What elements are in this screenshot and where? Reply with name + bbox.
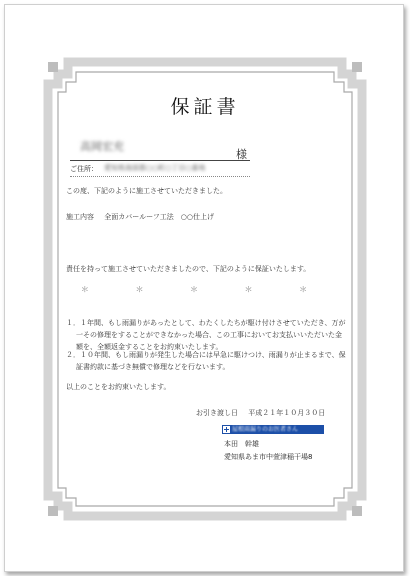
- clause-2: ２．１０年間、もし雨漏りが発生した場合には早急に駆けつけ、雨漏りが止まるまで、保証書約款に基づき無償で修理などを行ないます。: [66, 351, 346, 371]
- recipient-line: [70, 138, 250, 161]
- intro-text: この度、下記のように施工させていただきました。: [66, 187, 227, 195]
- work-content-row: [66, 212, 214, 222]
- work-label: 施工内容: [66, 213, 94, 221]
- issue-date-row: [196, 408, 325, 418]
- corner-bottom-right: [352, 506, 362, 516]
- closing-text: 以上のことをお約束いたします。: [66, 383, 171, 391]
- company-logo-banner: [222, 425, 324, 434]
- certificate-title: 保証書: [170, 96, 240, 118]
- address-label: ご住所：: [70, 165, 98, 173]
- separator-stars: ＊ ＊ ＊ ＊ ＊: [80, 285, 330, 294]
- corner-top-right: [352, 62, 362, 72]
- guarantee-statement: 責任を持って施工させていただきましたので、下記のように保証いたします。: [66, 265, 311, 273]
- address-line: [70, 162, 250, 177]
- work-value: 全面カバールーフ工法 ○○仕上げ: [104, 213, 214, 221]
- issue-label: お引き渡し日: [196, 409, 238, 417]
- company-address: 愛知県あま市中萱津稲干場8: [224, 453, 313, 461]
- honorific: 様: [236, 148, 247, 161]
- corner-bottom-left: [48, 506, 58, 516]
- corner-top-left: [48, 62, 58, 72]
- company-name: 屋根雨漏りのお医者さん: [232, 426, 299, 433]
- cross-icon: [223, 426, 230, 433]
- representative-name: 本田 幹雄: [224, 440, 259, 448]
- issue-date: 平成２１年１０月３０日: [248, 409, 326, 417]
- recipient-name: 高岡宏充: [80, 140, 124, 153]
- address-value: 愛知県海部郡○○町○丁目○番地: [104, 164, 206, 172]
- clause-1: １．１年間、もし雨漏りがあったとして、わたくしたちが駆け付けさせていただき、万が一その修理をすることができなかった場合、この工事においてお支払いいただいた金額を、全額返金することをお約束いたします。: [66, 319, 346, 351]
